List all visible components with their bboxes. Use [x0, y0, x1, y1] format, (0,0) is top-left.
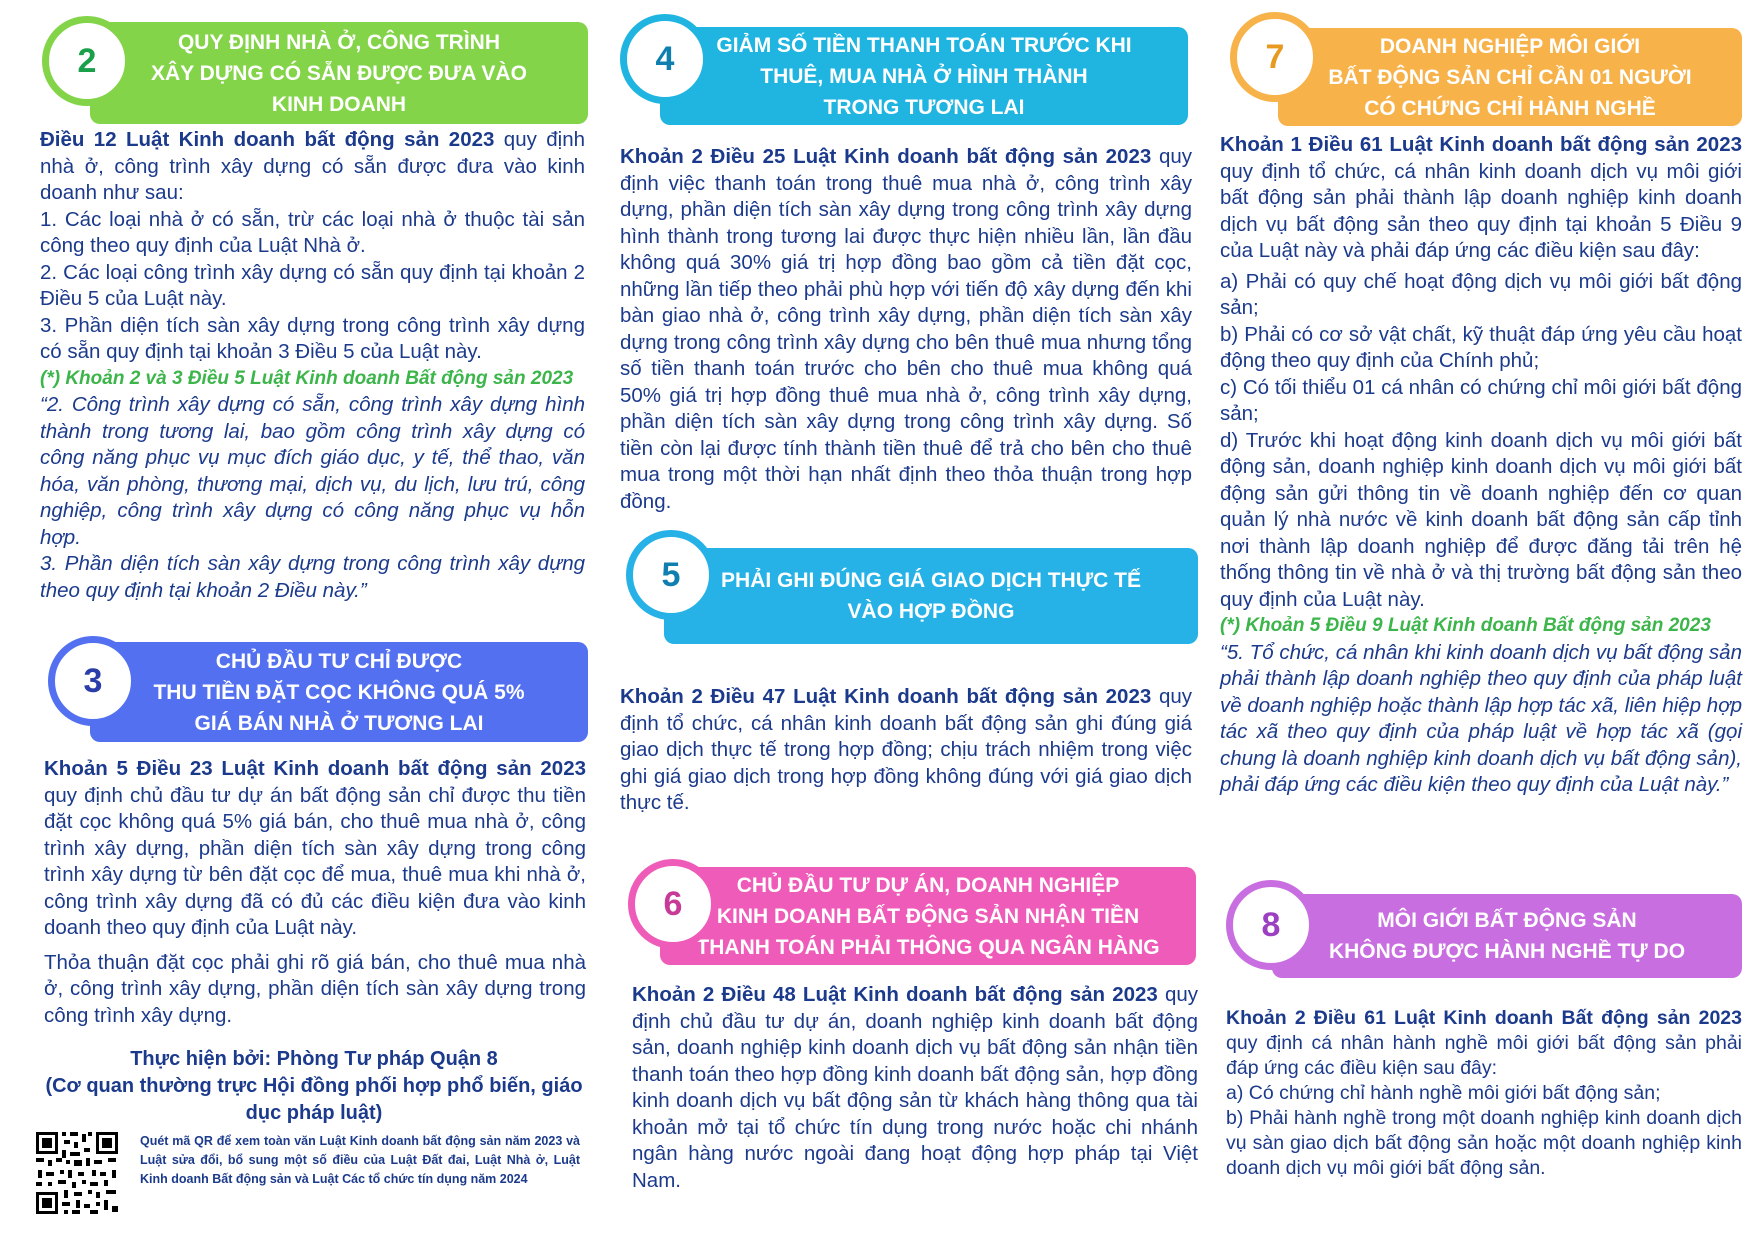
section-7-note: (*) Khoản 5 Điều 9 Luật Kinh doanh Bất động sản 2023 [1220, 615, 1711, 636]
section-2-quote: “2. Công trình xây dựng có sẵn, công trình xây dựng hình thành trong tương lai, bao gồm công trình xây dựng có công năng phục vụ mục đích giáo dục, y tế, thể thao, văn hóa, văn phòng, thương mại, dịch vụ, du lịch, lưu trú, công nghiệp, công trình xây dựng có công năng phục vụ hỗn hợp. [40, 393, 585, 549]
section-3-extra: Thỏa thuận đặt cọc phải ghi rõ giá bán, cho thuê mua nhà ở, công trình xây dựng, phần diện tích sàn xây dựng trong công trình xây dựng. [44, 950, 586, 1027]
section-8-item: a) Có chứng chỉ hành nghề môi giới bất động sản; [1226, 1082, 1661, 1104]
section-3-number: 3 [48, 636, 138, 726]
section-8-number: 8 [1226, 880, 1316, 970]
section-6-banner [630, 855, 1200, 959]
section-2-number: 2 [42, 16, 132, 106]
section-7-item: b) Phải có cơ sở vật chất, kỹ thuật đáp ứng yêu cầu hoạt động theo quy định của Chính phủ; [1220, 322, 1742, 372]
section-7-title: DOANH NGHIỆP MÔI GIỚI BẤT ĐỘNG SẢN CHỈ CẦN 01 NGƯỜI CÓ CHỨNG CHỈ HÀNH NGHỀ [1278, 28, 1742, 126]
column-right [1220, 0, 1742, 1241]
section-3-title: CHỦ ĐẦU TƯ CHỈ ĐƯỢC THU TIỀN ĐẶT CỌC KHÔNG QUÁ 5% GIÁ BÁN NHÀ Ở TƯƠNG LAI [90, 642, 588, 742]
section-5-title: PHẢI GHI ĐÚNG GIÁ GIAO DỊCH THỰC TẾ VÀO HỢP ĐỒNG [664, 548, 1198, 644]
section-4-title: GIẢM SỐ TIỀN THANH TOÁN TRƯỚC KHI THUÊ, MUA NHÀ Ở HÌNH THÀNH TRONG TƯƠNG LAI [660, 27, 1188, 125]
section-3 [40, 632, 588, 735]
footer-credit [22, 1046, 606, 1127]
qr-code[interactable] [34, 1130, 120, 1216]
section-5-banner [620, 530, 1198, 630]
section-5-body: Khoản 2 Điều 47 Luật Kinh doanh bất động sản 2023 quy định tổ chức, cá nhân kinh doanh bất động sản ghi đúng giá giao dịch thực tế trong hợp đồng; chịu trách nhiệm trong việc ghi giá giao dịch trong hợp đồng không đúng với giá giao dịch thực tế. [620, 685, 1192, 814]
section-8-body: Khoản 2 Điều 61 Luật Kinh doanh Bất động sản 2023 quy định cá nhân hành nghề môi giới bất động sản phải đáp ứng các điều kiện sau đây: a) Có chứng chỉ hành nghề môi giới bất động sản; b) Phải hành nghề trong một doanh nghiệp kinh doanh dịch vụ sàn giao dịch bất động sản hoặc một doanh nghiệp kinh doanh dịch vụ môi giới bất động sản. [1226, 1007, 1742, 1179]
section-4-banner [620, 10, 1192, 119]
section-2-note: (*) Khoản 2 và 3 Điều 5 Luật Kinh doanh Bất động sản 2023 [40, 367, 574, 389]
section-2-item: 1. Các loại nhà ở có sẵn, trừ các loại nhà ở thuộc tài sản công theo quy định của Luật Nhà ở. [40, 207, 585, 257]
section-5 [620, 530, 1198, 630]
section-7-body: Khoản 1 Điều 61 Luật Kinh doanh bất động sản 2023 quy định tổ chức, cá nhân kinh doanh dịch vụ môi giới bất động sản phải thành lập doanh nghiệp kinh doanh dịch vụ bất động sản theo quy định tại khoản 5 Điều 9 của Luật này và phải đáp ứng các điều kiện sau đây: a) Phải có quy chế hoạt động dịch vụ môi giới bất động sản; b) Phải có cơ sở vật chất, kỹ thuật đáp ứng yêu cầu hoạt động theo quy định của Chính phủ; c) Có tối thiểu 01 cá nhân có chứng chỉ môi giới bất động sản; d) Trước khi hoạt động kinh doanh dịch vụ môi giới bất động sản, doanh nghiệp kinh doanh dịch vụ môi giới bất động sản gửi thông tin về doanh nghiệp đến cơ quan quản lý nhà nước về kinh doanh bất động sản cấp tỉnh nơi thành lập doanh nghiệp để được đăng tải trên hệ thống thông tin về nhà ở và thị trường bất động sản theo quy định của Luật này. (*) Khoản 5 Điều 9 Luật Kinh doanh Bất động sản 2023 “5. Tổ chức, cá nhân khi kinh doanh dịch vụ bất động sản phải thành lập doanh nghiệp theo quy định của pháp luật về doanh nghiệp hoặc thành lập hợp tác xã, liên hiệp hợp tác xã theo quy định của pháp luật về hợp tác xã (gọi chung là doanh nghiệp kinh doanh dịch vụ bất động sản), phải đáp ứng các điều kiện theo quy định của Luật này.” [1220, 132, 1742, 799]
section-4-body: Khoản 2 Điều 25 Luật Kinh doanh bất động sản 2023 quy định việc thanh toán trong thuê mua nhà ở, công trình xây dựng, phần diện tích sàn xây dựng trong công trình xây dựng hình thành trong tương lai được thực hiện nhiều lần, lần đầu không quá 30% giá trị hợp đồng bao gồm cả tiền đặt cọc, những lần tiếp theo phải phù hợp với tiến độ xây dựng đến khi bàn giao nhà ở, công trình xây dựng, phần diện tích sàn xây dựng trong công trình xây dựng cho bên thuê mua nhưng tổng số tiền thanh toán trước cho bên cho thuê mua không quá 50% giá trị hợp đồng thuê mua nhà ở, công trình xây dựng, phần diện tích sàn xây dựng trong công trình xây dựng. Số tiền còn lại được tính thành tiền thuê để trả cho bên cho thuê mua trong một thời hạn nhất định theo thỏa thuận trong hợp đồng. [620, 145, 1192, 513]
section-6-number: 6 [628, 859, 718, 949]
section-4-number: 4 [620, 14, 710, 104]
section-4 [620, 10, 1192, 119]
section-2-title: QUY ĐỊNH NHÀ Ở, CÔNG TRÌNH XÂY DỰNG CÓ SẴN ĐƯỢC ĐƯA VÀO KINH DOANH [90, 22, 588, 124]
section-7-quote: “5. Tổ chức, cá nhân khi kinh doanh dịch vụ bất động sản phải thành lập doanh nghiệp theo quy định của pháp luật về doanh nghiệp hoặc thành lập hợp tác xã, liên hiệp hợp tác xã theo quy định của pháp luật về hợp tác xã (gọi chung là doanh nghiệp kinh doanh dịch vụ bất động sản), phải đáp ứng các điều kiện theo quy định của Luật này.” [1220, 640, 1742, 796]
footer-line-1: Thực hiện bởi: Phòng Tư pháp Quận 8 [130, 1048, 498, 1070]
section-7-item: c) Có tối thiểu 01 cá nhân có chứng chỉ môi giới bất động sản; [1220, 375, 1742, 425]
section-5-number: 5 [626, 530, 716, 620]
qr-caption: Quét mã QR để xem toàn văn Luật Kinh doanh bất động sản năm 2023 và Luật sửa đổi, bổ sung một số điều của Luật Đất đai, Luật Nhà ở, Luật Kinh doanh Bất động sản và Luật Các tổ chức tín dụng năm 2024 [140, 1134, 580, 1186]
footer-line-2: (Cơ quan thường trực Hội đồng phối hợp phổ biến, giáo dục pháp luật) [45, 1075, 583, 1124]
column-left [40, 0, 588, 1241]
section-6-body: Khoản 2 Điều 48 Luật Kinh doanh bất động sản 2023 quy định chủ đầu tư dự án, doanh nghiệp kinh doanh bất động sản, doanh nghiệp kinh doanh dịch vụ bất động sản nhận tiền thanh toán theo hợp đồng kinh doanh bất động sản, hợp đồng kinh doanh dịch vụ bất động sản từ khách hàng thông qua tài khoản mở tại tổ chức tín dụng trong nước hoặc chi nhánh ngân hàng nước ngoài đang hoạt động hợp pháp tại Việt Nam. [632, 983, 1198, 1192]
section-8-item: b) Phải hành nghề trong một doanh nghiệp kinh doanh dịch vụ sàn giao dịch bất động sản hoặc một doanh nghiệp kinh doanh dịch vụ môi giới bất động sản. [1226, 1107, 1742, 1179]
section-7-number: 7 [1230, 12, 1320, 102]
section-2-banner [40, 10, 588, 116]
section-6 [630, 855, 1200, 959]
section-2-quote: 3. Phần diện tích sàn xây dựng trong công trình xây dựng theo quy định tại khoản 2 Điều này.” [40, 552, 585, 602]
section-8-title: MÔI GIỚI BẤT ĐỘNG SẢN KHÔNG ĐƯỢC HÀNH NGHỀ TỰ DO [1272, 894, 1742, 978]
section-8-banner [1226, 880, 1742, 980]
section-2-item: 3. Phần diện tích sàn xây dựng trong công trình xây dựng có sẵn quy định tại khoản 3 Điều 5 của Luật này. [40, 313, 585, 363]
section-6-title: CHỦ ĐẦU TƯ DỰ ÁN, DOANH NGHIỆP KINH DOANH BẤT ĐỘNG SẢN NHẬN TIỀN THANH TOÁN PHẢI THÔNG QUA NGÂN HÀNG [660, 867, 1196, 965]
section-7-item: a) Phải có quy chế hoạt động dịch vụ môi giới bất động sản; [1220, 269, 1742, 319]
section-8 [1226, 880, 1742, 980]
section-3-banner [40, 632, 588, 735]
column-middle [620, 0, 1198, 1241]
section-3-body: Khoản 5 Điều 23 Luật Kinh doanh bất động sản 2023 quy định chủ đầu tư dự án bất động sản chỉ được thu tiền đặt cọc không quá 5% giá bán, cho thuê mua nhà ở, công trình xây dựng, phần diện tích sàn xây dựng trong công trình xây dựng từ bên đặt cọc để mua, thuê mua khi nhà ở, công trình xây dựng đã có đủ các điều kiện đưa vào kinh doanh theo quy định của Luật này. Thỏa thuận đặt cọc phải ghi rõ giá bán, cho thuê mua nhà ở, công trình xây dựng, phần diện tích sàn xây dựng trong công trình xây dựng. [44, 756, 586, 1029]
section-7 [1230, 10, 1742, 120]
qr-code-icon [34, 1130, 120, 1216]
section-7-banner [1230, 10, 1742, 120]
section-2 [40, 10, 588, 116]
section-2-body: Điều 12 Luật Kinh doanh bất động sản 2023 quy định nhà ở, công trình xây dựng có sẵn được đưa vào kinh doanh như sau: 1. Các loại nhà ở có sẵn, trừ các loại nhà ở thuộc tài sản công theo quy định của Luật Nhà ở. 2. Các loại công trình xây dựng có sẵn quy định tại khoản 2 Điều 5 của Luật này. 3. Phần diện tích sàn xây dựng trong công trình xây dựng có sẵn quy định tại khoản 3 Điều 5 của Luật này. (*) Khoản 2 và 3 Điều 5 Luật Kinh doanh Bất động sản 2023 “2. Công trình xây dựng có sẵn, công trình xây dựng hình thành trong tương lai, bao gồm công trình xây dựng có công năng phục vụ mục đích giáo dục, y tế, thể thao, văn hóa, văn phòng, thương mại, dịch vụ, du lịch, lưu trú, công nghiệp, công trình xây dựng có công năng phục vụ hỗn hợp. 3. Phần diện tích sàn xây dựng trong công trình xây dựng theo quy định tại khoản 2 Điều này.” [40, 127, 585, 604]
section-2-item: 2. Các loại công trình xây dựng có sẵn quy định tại khoản 2 Điều 5 của Luật này. [40, 260, 585, 310]
section-7-item: d) Trước khi hoạt động kinh doanh dịch vụ môi giới bất động sản, doanh nghiệp kinh doanh dịch vụ môi giới bất động sản gửi thông tin về doanh nghiệp đến cơ quan quản lý nhà nước về kinh doanh bất động sản cấp tỉnh nơi thành lập doanh nghiệp để được đăng tải trên hệ thống thông tin về nhà ở và thị trường bất động sản theo quy định của Luật này. [1220, 428, 1742, 611]
